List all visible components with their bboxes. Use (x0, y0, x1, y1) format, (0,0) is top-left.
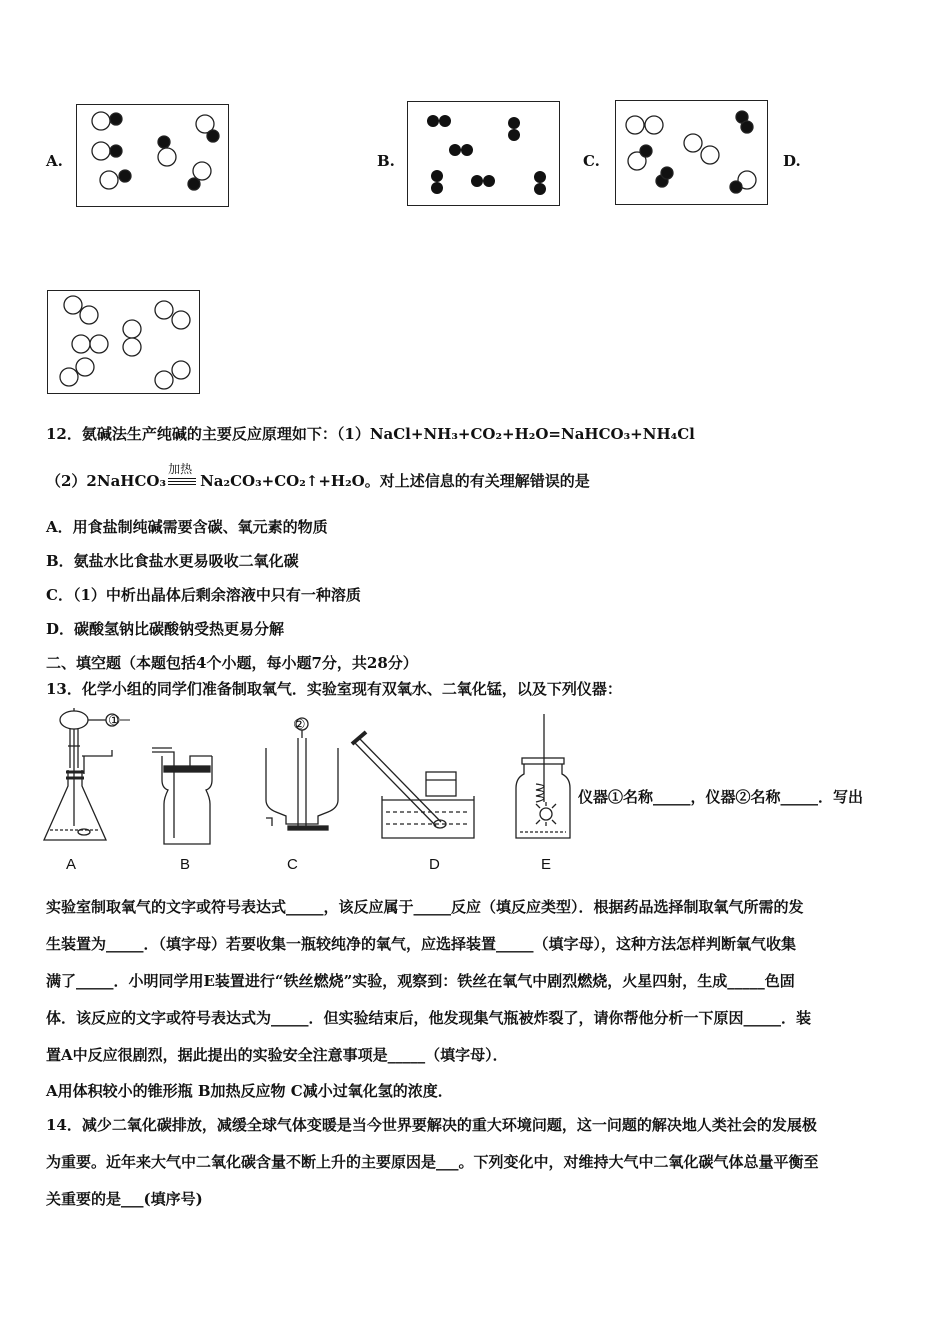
q14-line-2: 为重要。近年来大气中二氧化碳含量不断上升的主要原因是___。下列变化中，对维持大气中二氧化碳气体总量平衡至 (46, 1153, 819, 1171)
q12-products: Na₂CO₃+CO₂↑+H₂O。对上述信息的有关理解错误的是 (200, 472, 590, 490)
heating-condition-label: 加热 (168, 462, 193, 476)
q13-inline-text: 仪器①名称_____，仪器②名称_____．写出 (578, 788, 864, 806)
q14-line-3: 关重要的是___(填序号) (46, 1190, 203, 1208)
section-2-title: 二、填空题（本题包括4个小题，每小题7分，共28分） (46, 654, 418, 672)
q13-line-6: A用体积较小的锥形瓶 B加热反应物 C减小过氧化氢的浓度． (46, 1082, 453, 1100)
option-a-figure (76, 104, 229, 207)
option-b-molecules (408, 102, 559, 205)
apparatus-b-drawing (152, 748, 212, 844)
q14-paragraph (46, 1107, 908, 1218)
option-d-molecules (48, 291, 199, 393)
option-b-label: B. (377, 152, 395, 170)
q12-reactant: （2）2NaHCO₃ (46, 472, 167, 490)
option-c-figure (615, 100, 768, 205)
q13-line-4: 体．该反应的文字或符号表达式为_____．但实验结束后，他发现集气瓶被炸裂了，请你帮他分析一下原因_____．装 (46, 1009, 812, 1027)
option-c-label: C. (583, 152, 600, 170)
option-b-figure (407, 101, 560, 206)
q13-line-2: 生装置为_____．（填字母）若要收集一瓶较纯净的氧气，应选择装置_____（填字母），这种方法怎样判断氧气收集 (46, 935, 797, 953)
q12-option-b: B．氨盐水比食盐水更易吸收二氧化碳 (46, 552, 299, 570)
q14-line-1: 14．减少二氧化碳排放，减缓全球气体变暖是当今世界要解决的重大环境问题，这一问题的解决地人类社会的发展极 (46, 1116, 817, 1134)
option-c-molecules (616, 101, 767, 204)
apparatus-e-label: E (541, 856, 552, 873)
heating-condition-arrow (166, 462, 200, 490)
q13-line-5: 置A中反应很剧烈，据此提出的实验安全注意事项是_____（填字母）． (46, 1046, 508, 1064)
apparatus-d-drawing (352, 732, 474, 838)
option-a-molecules (77, 105, 228, 206)
apparatus-figure (40, 708, 580, 848)
q12-option-a: A．用食盐制纯碱需要含碳、氧元素的物质 (46, 518, 328, 536)
q12-stem-line1: 12．氨碱法生产纯碱的主要反应原理如下：（1）NaCl+NH₃+CO₂+H₂O=NaHCO₃+NH₄Cl (46, 425, 695, 443)
apparatus-b-label: B (180, 856, 191, 873)
q12-option-c: C．（1）中析出晶体后剩余溶液中只有一种溶质 (46, 586, 361, 604)
q13-paragraph (46, 889, 908, 1108)
q13-stem: 13．化学小组的同学们准备制取氧气．实验室现有双氧水、二氧化锰，以及下列仪器： (46, 680, 622, 698)
q13-line-3: 满了_____．小明同学用E装置进行“铁丝燃烧”实验，观察到：铁丝在氧气中剧烈燃烧，火星四射，生成_____色固 (46, 972, 795, 990)
mark-1: ① (108, 712, 121, 728)
q13-line-1: 实验室制取氧气的文字或符号表达式_____，该反应属于_____反应（填反应类型）．根据药品选择制取氧气所需的发 (46, 898, 804, 916)
option-d-label: D. (783, 152, 801, 170)
mark-2: ② (293, 716, 306, 732)
apparatus-c-label: C (287, 856, 298, 873)
apparatus-c-drawing (266, 718, 338, 830)
q12-option-d: D．碳酸氢钠比碳酸钠受热更易分解 (46, 620, 285, 638)
apparatus-a-label: A (66, 856, 77, 873)
apparatus-a-drawing (44, 708, 118, 840)
apparatus-d-label: D (429, 856, 440, 873)
apparatus-e-drawing (516, 714, 570, 838)
q12-stem-line2 (46, 462, 590, 491)
option-d-figure (47, 290, 200, 394)
option-a-label: A. (46, 152, 63, 170)
